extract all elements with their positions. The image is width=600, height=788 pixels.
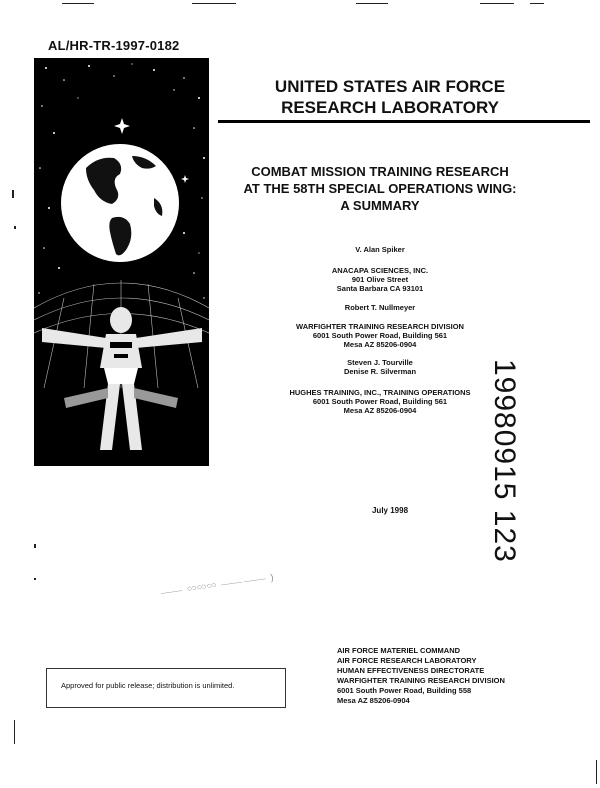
credit-line: HUGHES TRAINING, INC., TRAINING OPERATIONS <box>289 388 471 397</box>
command-line: 6001 South Power Road, Building 558 <box>337 686 472 695</box>
credit-line: 6001 South Power Road, Building 561 <box>312 331 448 340</box>
accession-number: 19980915 123 <box>488 359 521 563</box>
credit-line: 6001 South Power Road, Building 561 <box>312 397 448 406</box>
document-title-line: COMBAT MISSION TRAINING RESEARCH <box>251 164 509 179</box>
scan-line <box>62 3 94 4</box>
organization-title-line: UNITED STATES AIR FORCE <box>274 77 506 96</box>
command-line: Mesa AZ 85206-0904 <box>337 696 410 705</box>
organization-title-line: RESEARCH LABORATORY <box>281 98 499 117</box>
scan-line <box>356 3 388 4</box>
credit-line: Mesa AZ 85206-0904 <box>343 406 417 415</box>
credit-line: Robert T. Nullmeyer <box>344 303 416 312</box>
globe <box>60 143 180 263</box>
faint-scan-mark: ⸻ ∽∽∽ ⸻⸻ ) <box>159 572 276 598</box>
author-affiliation <box>250 266 510 293</box>
command-address-block <box>337 646 577 706</box>
credit-line: Denise R. Silverman <box>343 367 417 376</box>
credit-line: Santa Barbara CA 93101 <box>336 284 424 293</box>
document-title-line: AT THE 58TH SPECIAL OPERATIONS WING: <box>243 181 517 196</box>
document-title-line: A SUMMARY <box>340 198 420 213</box>
credit-line: ANACAPA SCIENCES, INC. <box>331 266 429 275</box>
report-number: AL/HR-TR-1997-0182 <box>48 38 180 53</box>
globe-figure-illustration <box>34 58 209 466</box>
command-line: AIR FORCE MATERIEL COMMAND <box>337 646 461 655</box>
credit-line: Mesa AZ 85206-0904 <box>343 340 417 349</box>
cover-artwork <box>34 58 209 466</box>
distribution-statement-box <box>46 668 286 708</box>
document-title <box>230 163 530 214</box>
command-line: WARFIGHTER TRAINING RESEARCH DIVISION <box>337 676 505 685</box>
scan-line <box>192 3 236 4</box>
credit-line: Steven J. Tourville <box>347 358 413 367</box>
author-name <box>250 358 510 376</box>
author-name <box>250 245 510 254</box>
accession-stamp <box>474 359 534 563</box>
scan-line <box>480 3 514 4</box>
organization-title <box>220 76 560 118</box>
command-line: AIR FORCE RESEARCH LABORATORY <box>337 656 477 665</box>
credit-line: 901 Olive Street <box>351 275 409 284</box>
scan-speck <box>14 720 15 744</box>
scan-speck <box>12 190 14 198</box>
distribution-statement: Approved for public release; distribution is unlimited. <box>61 681 235 690</box>
credit-line: WARFIGHTER TRAINING RESEARCH DIVISION <box>296 322 464 331</box>
credit-line: V. Alan Spiker <box>355 245 405 254</box>
scan-speck <box>34 578 36 580</box>
command-line: HUMAN EFFECTIVENESS DIRECTORATE <box>337 666 485 675</box>
author-affiliation <box>250 322 510 349</box>
title-divider <box>218 120 590 123</box>
publication-date: July 1998 <box>371 506 409 515</box>
scan-speck <box>14 226 16 229</box>
scan-line <box>530 3 544 4</box>
author-name <box>250 303 510 312</box>
scan-speck <box>34 544 36 548</box>
scan-speck <box>596 760 597 784</box>
author-affiliation <box>250 388 510 415</box>
